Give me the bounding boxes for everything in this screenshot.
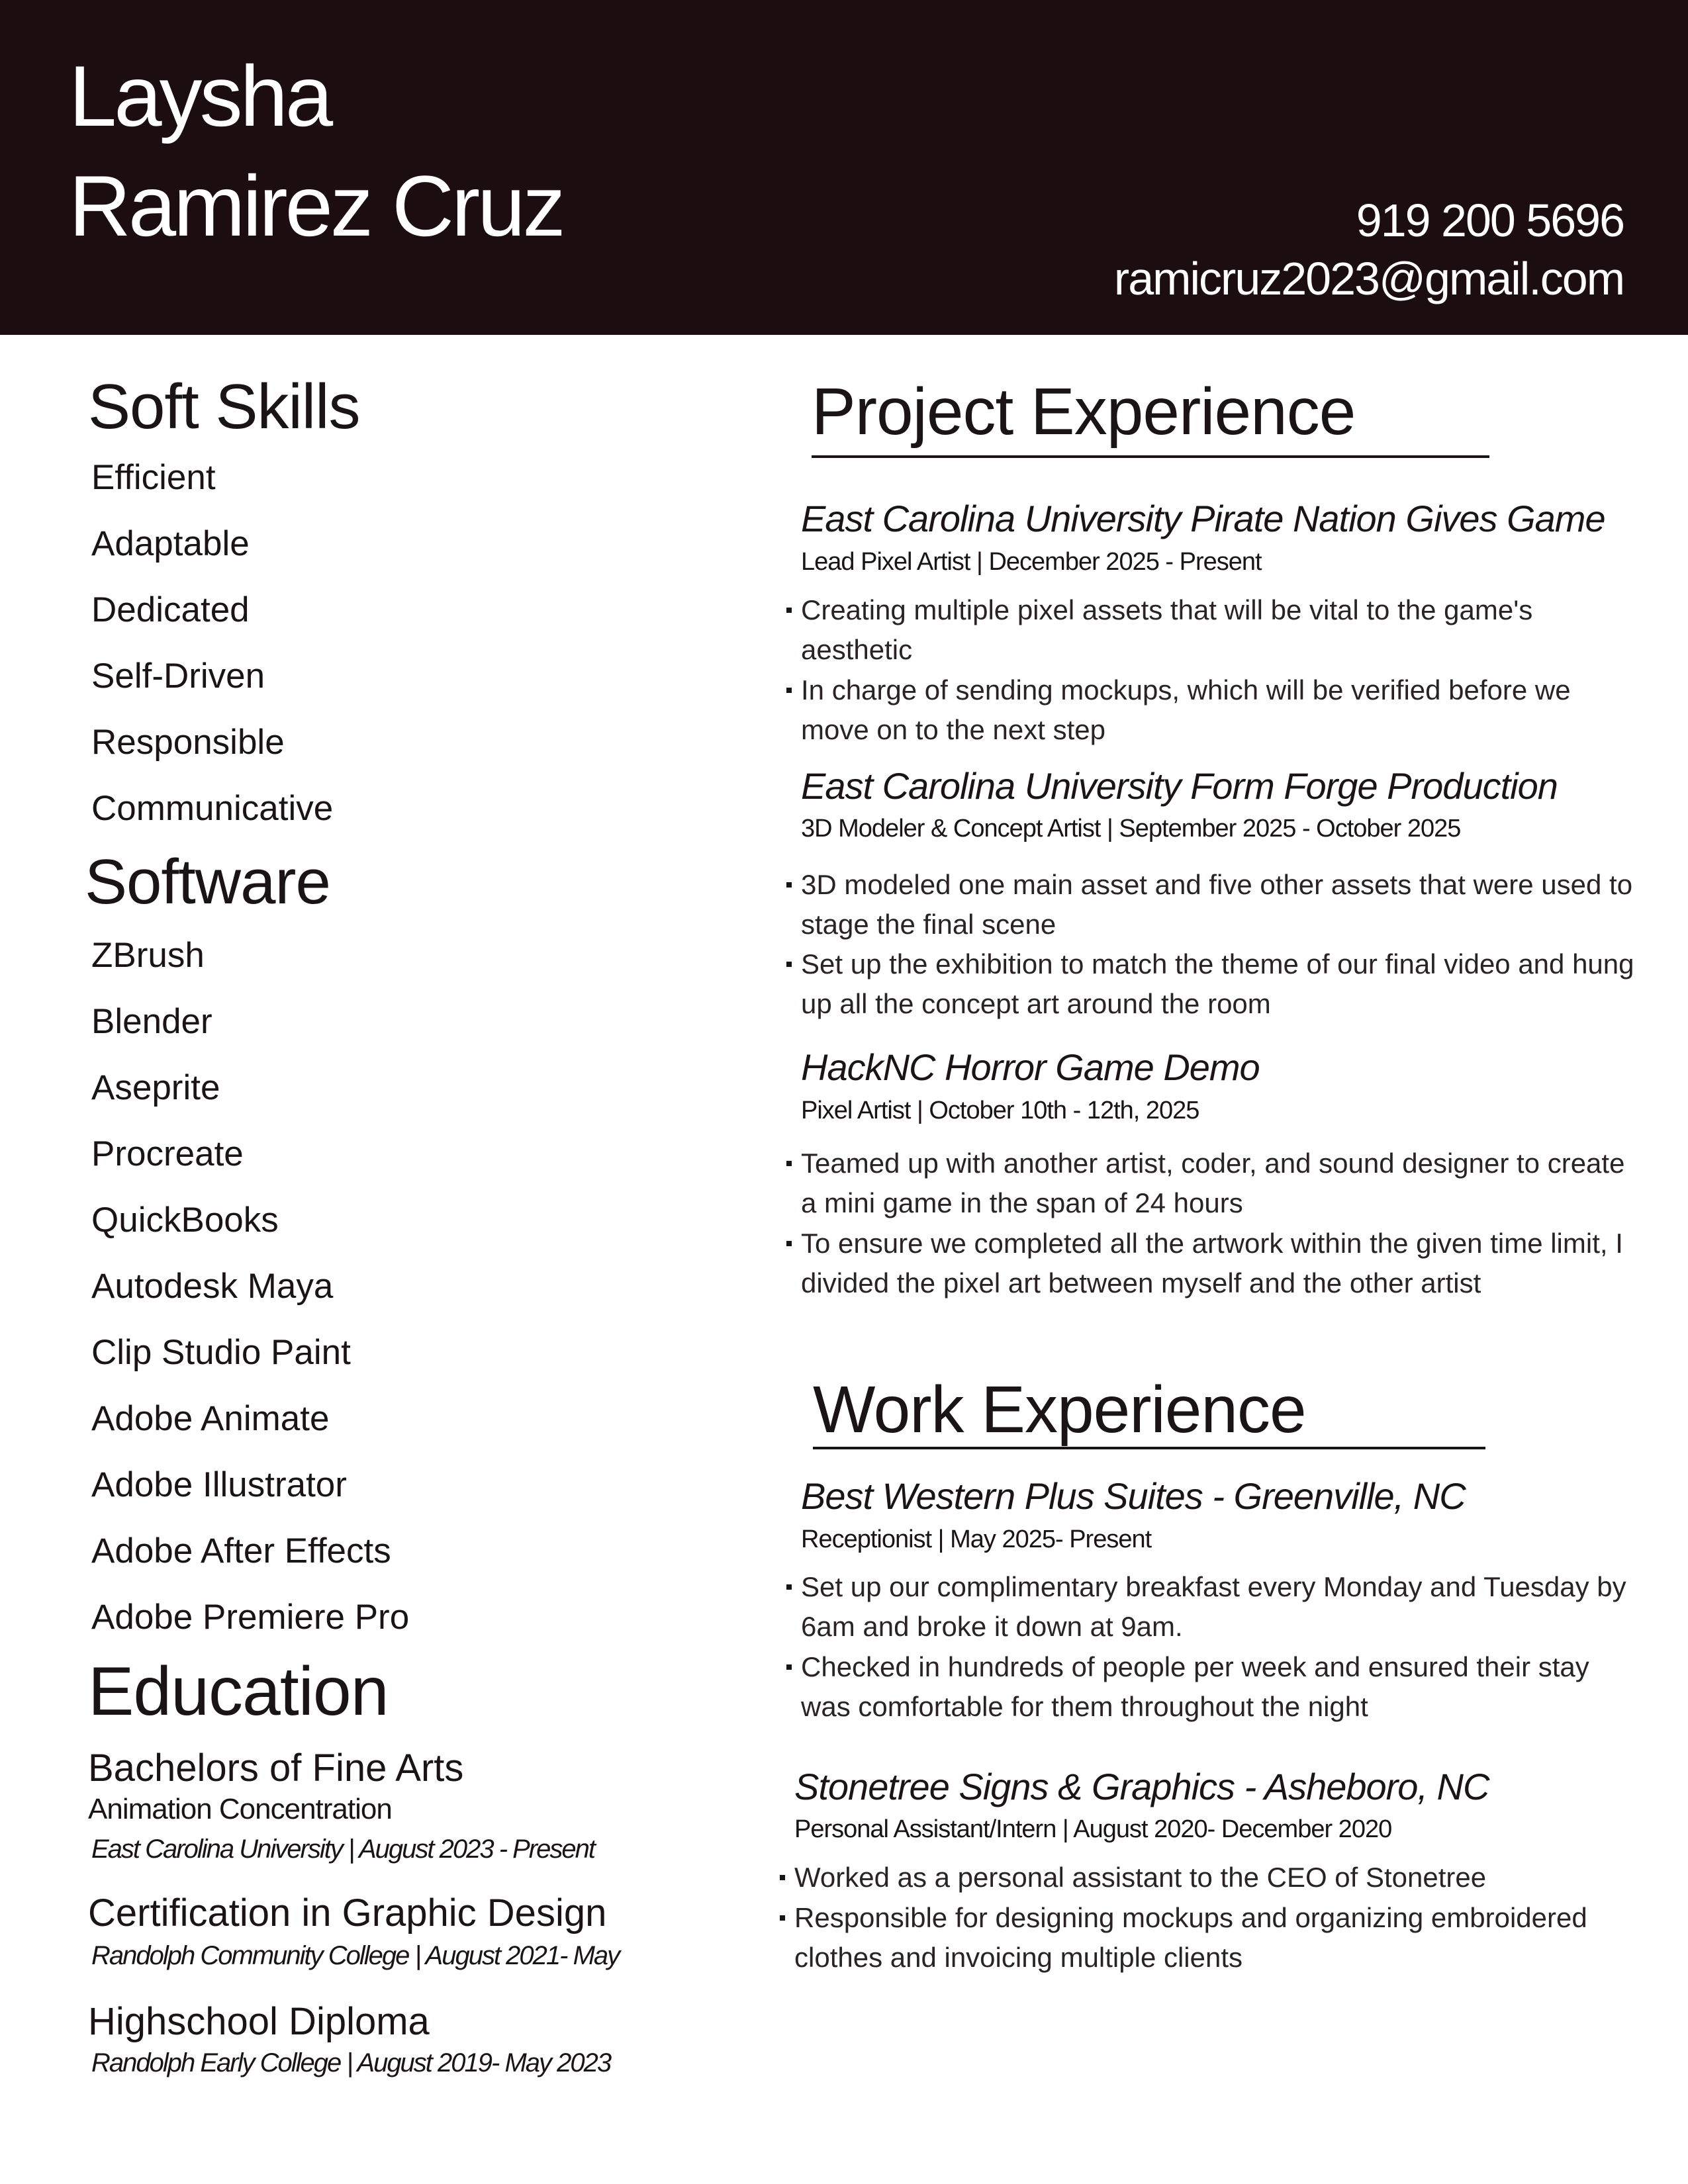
software-heading: Software [85,846,330,917]
job-title: Best Western Plus Suites - Greenville, NC [801,1475,1466,1517]
header-band [0,0,1688,335]
project-meta: 3D Modeler & Concept Artist | September 2025 - October 2025 [801,815,1461,842]
software-item: Adobe Premiere Pro [91,1598,410,1637]
job-bullet: Responsible for designing mockups and organizing embroidered clothes and invoicing multiple clients [794,1898,1628,1978]
project-title: HackNC Horror Game Demo [801,1046,1260,1088]
software-item: QuickBooks [91,1201,279,1240]
education-entry-meta: Randolph Early College | August 2019- May 2023 [91,2048,611,2077]
bullet-icon [786,1664,792,1670]
project-bullet: Teamed up with another artist, coder, and sound designer to create a mini game in the span of 24 hours [801,1144,1642,1223]
software-item: Clip Studio Paint [91,1333,351,1372]
education-entry-title: Bachelors of Fine Arts [88,1747,464,1790]
software-item: ZBrush [91,936,205,975]
first-name: Laysha [69,48,331,144]
project-bullet: Creating multiple pixel assets that will be vital to the game's aesthetic [801,590,1642,670]
job-bullet: Checked in hundreds of people per week and ensured their stay was comfortable for them throughout the night [801,1647,1642,1727]
job-bullet: Set up our complimentary breakfast every Monday and Tuesday by 6am and broke it down at 9am. [801,1567,1642,1647]
job-title: Stonetree Signs & Graphics - Asheboro, NC [794,1766,1489,1807]
project-bullet: To ensure we completed all the artwork within the given time limit, I divided the pixel art between myself and the other artist [801,1224,1642,1303]
soft-skill-item: Efficient [91,458,216,497]
bullet-icon [786,1241,792,1246]
bullet-icon [786,608,792,613]
education-entry-title: Highschool Diploma [88,2000,430,2043]
project-meta: Lead Pixel Artist | December 2025 - Present [801,548,1262,576]
project-bullet: In charge of sending mockups, which will be verified before we move on to the next step [801,670,1642,750]
education-entry-meta: East Carolina University | August 2023 - Present [91,1835,594,1864]
software-item: Aseprite [91,1068,220,1107]
soft-skill-item: Self-Driven [91,657,265,696]
bullet-icon [786,1584,792,1590]
software-item: Autodesk Maya [91,1267,334,1306]
software-item: Procreate [91,1134,244,1173]
email-address: ramicruz2023@gmail.com [1113,253,1624,304]
bullet-icon [786,962,792,967]
last-name: Ramirez Cruz [69,158,563,254]
soft-skills-heading: Soft Skills [88,371,360,442]
soft-skill-item: Responsible [91,723,285,762]
section-divider [813,1447,1485,1449]
software-item: Blender [91,1002,212,1041]
work-experience-heading: Work Experience [813,1373,1306,1447]
section-divider [812,455,1489,458]
software-item: Adobe Animate [91,1399,330,1438]
project-bullet: Set up the exhibition to match the theme of our final video and hung up all the concept art around the room [801,944,1642,1024]
education-entry-subtitle: Animation Concentration [88,1793,392,1825]
bullet-icon [786,1161,792,1166]
job-meta: Personal Assistant/Intern | August 2020- December 2020 [794,1815,1392,1843]
software-item: Adobe After Effects [91,1531,391,1570]
soft-skill-item: Communicative [91,789,334,828]
job-bullet: Worked as a personal assistant to the CEO of Stonetree [794,1858,1628,1897]
project-title: East Carolina University Form Forge Production [801,765,1558,807]
education-entry-meta: Randolph Community College | August 2021- May [91,1941,620,1970]
project-bullet: 3D modeled one main asset and five other assets that were used to stage the final scene [801,865,1642,944]
project-experience-heading: Project Experience [812,375,1356,449]
software-item: Adobe Illustrator [91,1465,347,1504]
job-meta: Receptionist | May 2025- Present [801,1525,1152,1553]
soft-skill-item: Dedicated [91,590,250,629]
bullet-icon [786,688,792,693]
bullet-icon [780,1915,785,1921]
education-entry-title: Certification in Graphic Design [88,1891,607,1934]
soft-skill-item: Adaptable [91,524,250,563]
education-heading: Education [88,1653,389,1730]
bullet-icon [780,1875,785,1880]
project-meta: Pixel Artist | October 10th - 12th, 2025 [801,1097,1199,1124]
project-title: East Carolina University Pirate Nation Gives Game [801,498,1605,539]
bullet-icon [786,882,792,887]
phone-number: 919 200 5696 [1356,195,1624,246]
